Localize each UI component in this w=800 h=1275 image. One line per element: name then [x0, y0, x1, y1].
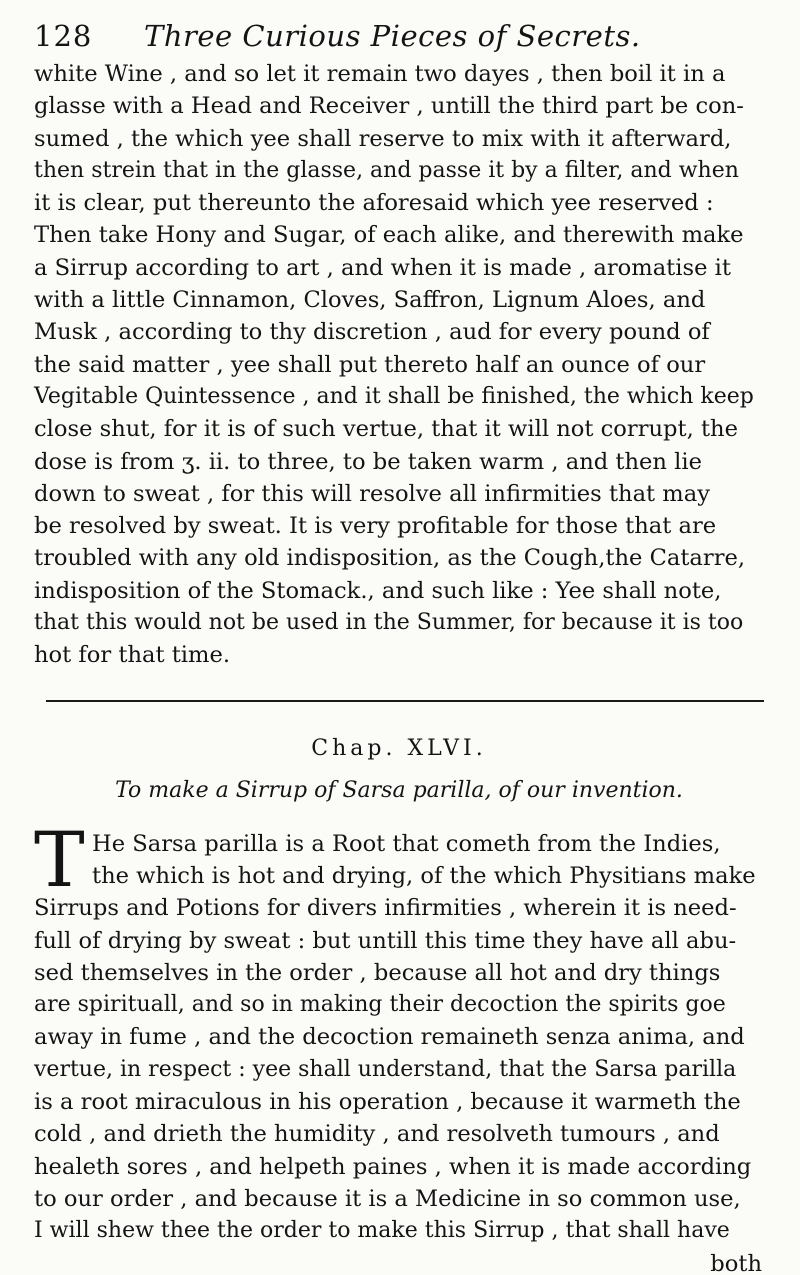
text-line: the said matter , yee shall put thereto half an ounce of our	[34, 351, 706, 378]
text-line: glasse with a Head and Receiver , untill the third part be con-	[34, 93, 744, 120]
text-line: it is clear, put thereunto the aforesaid which yee reserved :	[34, 190, 714, 217]
chapter-heading: Chap. XLVI.	[311, 735, 487, 761]
text-line: down to sweat , for this will resolve all infirmities that may	[34, 480, 710, 507]
text-line: full of drying by sweat : but untill this time they have all abu-	[34, 927, 737, 954]
text-line: troubled with any old indisposition, as the Cough,the Catarre,	[34, 545, 746, 572]
text-line: white Wine , and so let it remain two dayes , then boil it in a	[34, 61, 726, 87]
text-line: that this would not be used in the Summer, for because it is too	[34, 610, 744, 636]
text-line: are spirituall, and so in making their decoction the spirits goe	[34, 992, 726, 1018]
text-line: be resolved by sweat. It is very profitable for those that are	[34, 513, 717, 540]
drop-cap: T	[34, 814, 85, 904]
text-line: healeth sores , and helpeth paines , when it is made according	[34, 1153, 752, 1180]
chapter-paragraph	[34, 814, 764, 1248]
running-title: Three Curious Pieces of Secrets.	[144, 19, 641, 53]
text-line: to our order , and because it is a Medicine in so common use,	[34, 1185, 741, 1212]
text-line: I will shew thee the order to make this Sirrup , that shall have	[34, 1218, 730, 1244]
text-line: indisposition of the Stomack., and such like : Yee shall note,	[34, 577, 722, 604]
text-line: is a root miraculous in his operation , because it warmeth the	[34, 1089, 741, 1116]
text-line: vertue, in respect : yee shall understand, that the Sarsa parilla	[34, 1056, 737, 1082]
section-divider	[46, 700, 764, 702]
text-line: He Sarsa parilla is a Root that cometh from the Indies,	[92, 830, 721, 857]
chapter-subtitle: To make a Sirrup of Sarsa parilla, of our invention.	[115, 777, 683, 803]
text-line: cold , and drieth the humidity , and resolveth tumours , and	[34, 1121, 720, 1148]
text-line: dose is from ʒ. ii. to three, to be taken warm , and then lie	[34, 448, 702, 475]
text-line: close shut, for it is of such vertue, that it will not corrupt, the	[34, 416, 738, 443]
text-line: Musk , according to thy discretion , aud for every pound of	[34, 319, 710, 346]
paragraph-continued	[34, 58, 764, 672]
text-line: Sirrups and Potions for divers infirmities , wherein it is need-	[34, 895, 737, 922]
text-line: hot for that time.	[34, 642, 231, 669]
text-line: away in fume , and the decoction remaineth senza anima, and	[34, 1024, 745, 1051]
text-line: a Sirrup according to art , and when it is made , aromatise it	[34, 254, 731, 281]
text-line: Then take Hony and Sugar, of each alike, and therewith make	[34, 222, 744, 249]
text-line: with a little Cinnamon, Cloves, Saffron, Lignum Aloes, and	[34, 287, 706, 314]
page-number: 128	[34, 19, 93, 53]
text-line: Vegitable Quintessence , and it shall be finished, the which keep	[34, 383, 754, 409]
text-line: then strein that in the glasse, and passe it by a filter, and when	[34, 157, 739, 183]
text-line: sed themselves in the order , because all hot and dry things	[34, 959, 721, 986]
text-line: the which is hot and drying, of the which Physitians make	[92, 862, 756, 889]
catchword: both	[710, 1250, 762, 1275]
running-head	[34, 18, 764, 54]
text-line: sumed , the which yee shall reserve to mix with it afterward,	[34, 125, 732, 152]
